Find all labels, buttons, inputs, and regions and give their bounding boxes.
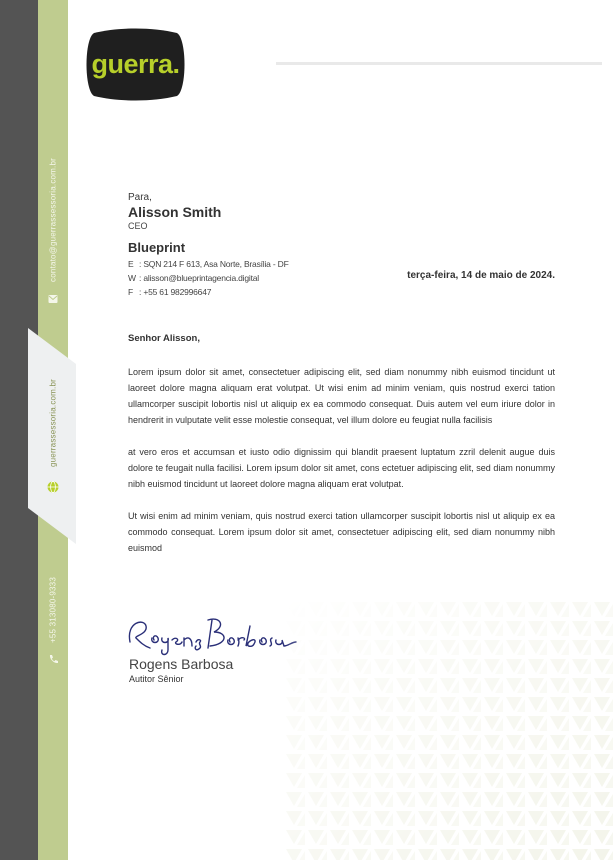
recipient-block — [128, 192, 289, 299]
letter-date: terça-feira, 14 de maio de 2024. — [407, 270, 555, 281]
sidebar-phone-text: +55 313080-9333 — [48, 577, 58, 643]
recipient-company: Blueprint — [128, 240, 186, 255]
sidebar-website-text: guerrassessoria.com.br — [48, 379, 58, 467]
recipient-address: E : SQN 214 F 613, Asa Norte, Brasília - DF — [128, 259, 289, 269]
letter-paragraph: Lorem ipsum dolor sit amet, consectetuer adipiscing elit, sed diam nonummy nibh euismod tincidunt ut laoreet dolore magna aliquam erat volutpat. Ut wisi enim ad minim veniam, quis nostrud exerci tation ullamcorper suscipit lobortis nisl ut aliquip ex ea commodo consequat. Duis autem vel eum iriure dolor in hendrerit in vulputate velit esse molestie consequat, vel illum dolore eu feugiat nulla facilisis — [128, 367, 555, 425]
decorative-triangle-pattern — [284, 600, 614, 860]
header-rule — [276, 62, 602, 65]
signer-name: Rogens Barbosa — [129, 656, 234, 672]
recipient-role: CEO — [128, 221, 148, 231]
recipient-phone: F : +55 61 982996647 — [128, 287, 212, 297]
letter-greeting: Senhor Alisson, — [128, 333, 200, 344]
recipient-salutation-label: Para, — [128, 192, 152, 203]
phone-icon — [48, 654, 58, 664]
letter-body — [128, 333, 555, 572]
globe-icon — [47, 481, 59, 493]
logo-wordmark: guerra. — [91, 49, 180, 79]
sidebar-email-text: contato@guerrassessoria.com.br — [48, 158, 58, 282]
signer-title: Autitor Sênior — [129, 674, 184, 684]
recipient-web: W : alisson@blueprintagencia.digital — [128, 273, 259, 283]
letter-paragraph: Ut wisi enim ad minim veniam, quis nostrud exerci tation ullamcorper suscipit lobortis nisl ut aliquip ex ea commodo consequat. Lorem ipsum dolor sit amet, consectetuer adipiscing elit, sed diam nonummy nibh euismod — [128, 511, 555, 553]
signer-block — [129, 656, 233, 684]
recipient-name: Alisson Smith — [128, 204, 222, 220]
handwritten-signature — [124, 612, 304, 658]
company-logo — [84, 27, 187, 102]
letter-paragraph: at vero eros et accumsan et iusto odio dignissim qui blandit praesent luptatum zzril delenit augue duis dolore te feugait nulla facilisi. Lorem ipsum dolor sit amet, cons ectetuer adipiscing elit, sed diam nonummy nibh euismod tincidunt ut laoreet dolore magna aliquam erat volutpat. — [128, 447, 555, 489]
envelope-icon — [48, 294, 58, 304]
